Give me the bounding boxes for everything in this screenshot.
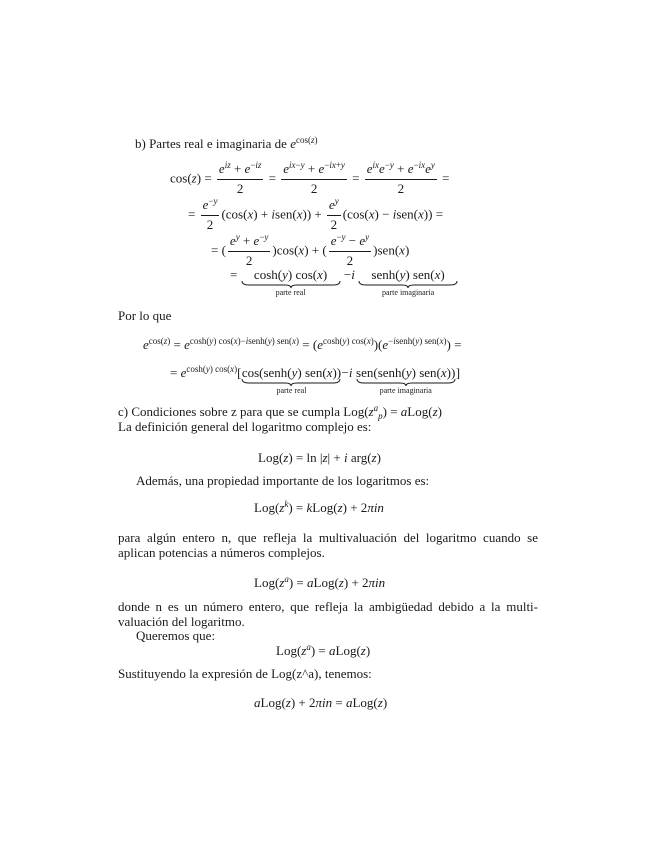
label-parte-real-2: parte real [276,386,307,395]
equation-step-2: = $\frac{e^{-y}}{2}$ (cos(x) + isen(x)) + $\frac{e^y}{2}$ (cos(x) − isen(x)) = [188,196,444,232]
equation-log-def: Log(z) = ln |z| + i arg(z) [258,450,381,465]
equation-cos-expansion: cos(z) = $\frac{e^{iz} + e^{-iz}}{2}$ = $\frac{e^{ix-y} + e^{-ix+y}}{2}$ = $\frac{e^{ix}e^{-y} + e^{-ix}e^y}{2}$ = [170,160,450,196]
section-c-heading-text: c) Condiciones sobre z para que se cumpla [118,404,341,419]
para-algun-text: para algún entero n, que refleja la multivaluación del logaritmo cuando se aplican potencias a números complejos. [118,530,538,560]
equation-exp-parts: = $e^{cosh(y) cos(x)}$[ cos(senh(y) sen(x)) parte real −i sen(senh(y) sen(x)) parte imaginaria ] [170,364,461,395]
por-lo-que-text: Por lo que [118,308,172,323]
equation-log-power-k: $Log(z^k)$ = kLog(z) + 2πin [254,499,384,515]
equation-goal: $Log(z^a)$ = aLog(z) [276,642,371,658]
equation-exp-cos: $e^{cos(z)} = e^{cosh(y) cos(x)-isenh(y) sen(x)} = (e^{cosh(y) cos(x)})(e^{-isenh(y) sen(x)})$ = [143,336,462,352]
sustituyendo-text: Sustituyendo la expresión de Log(z^a), tenemos: [118,666,372,681]
underbrace-imag: senh(y) sen(x) parte imaginaria [358,268,458,297]
equation-step-3: = ( $\frac{e^y + e^{-y}}{2}$ )cos(x) + ( $\frac{e^{-y} - e^y}{2}$ )sen(x) [211,232,410,268]
section-b-heading: b) Partes real e imaginaria de $e^{cos(z)}$ [135,135,318,151]
equation-step-4: = cosh(y) cos(x) parte real −i senh(y) sen(x) parte imaginaria [230,268,458,297]
underbrace-real-2: cos(senh(y) sen(x)) parte real [241,365,342,395]
section-b-heading-text: b) Partes real e imaginaria de [135,136,287,151]
underbrace-imag-2: sen(senh(y) sen(x)) parte imaginaria [356,365,456,395]
section-c-heading: c) Condiciones sobre z para que se cumpla $Log(z^a_p)$ = aLog(z) [118,403,442,421]
underbrace-real: cosh(y) cos(x) parte real [241,268,341,297]
label-parte-imaginaria-2: parte imaginaria [379,386,432,395]
ademas-text: Además, una propiedad importante de los logaritmos es: [136,473,430,488]
donde-text: donde n es un número entero, que refleja la ambigüedad debido a la multi-valuación del logaritmo. [118,599,538,629]
queremos-text: Queremos que: [136,628,216,643]
def-general-text: La definición general del logaritmo complejo es: [118,419,372,434]
label-parte-real: parte real [275,288,306,297]
label-parte-imaginaria: parte imaginaria [381,288,435,297]
equation-substituted: aLog(z) + 2πin = aLog(z) [254,695,388,710]
equation-log-power-a: $Log(z^a)$ = aLog(z) + 2πin [254,574,386,590]
